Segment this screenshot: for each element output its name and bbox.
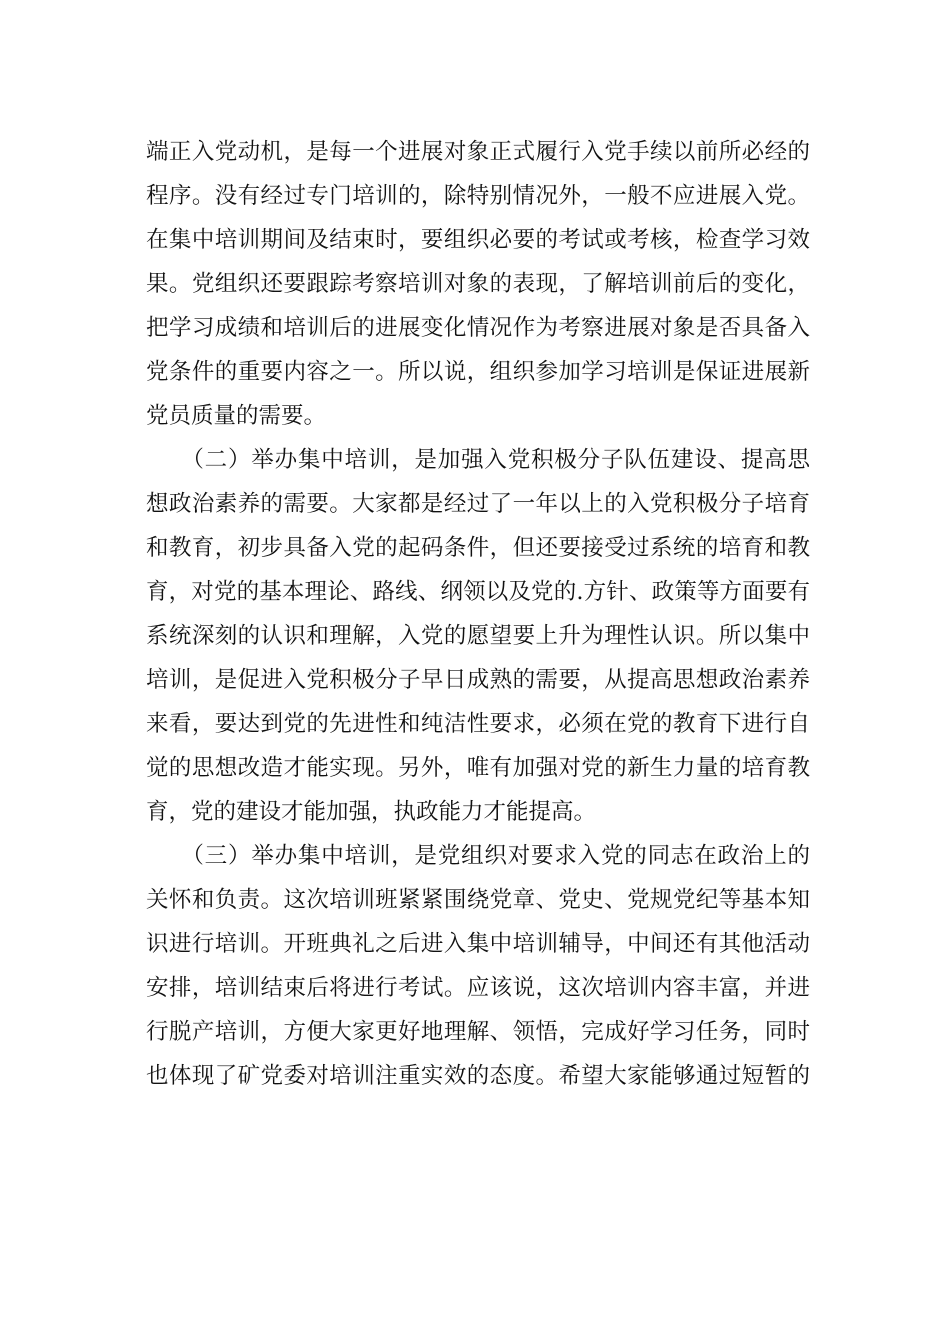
text-line: 在集中培训期间及结束时，要组织必要的考试或考核，检查学习效	[146, 227, 810, 253]
text-line: 安排，培训结束后将进行考试。应该说，这次培训内容丰富，并进	[146, 975, 810, 1001]
text-line: 来看，要达到党的先进性和纯洁性要求，必须在党的教育下进行自	[146, 711, 810, 737]
text-line: 培训，是促进入党积极分子早日成熟的需要，从提高思想政治素养	[146, 667, 810, 693]
text-line: 和教育，初步具备入党的起码条件，但还要接受过系统的培育和教	[146, 535, 810, 561]
text-line: 行脱产培训，方便大家更好地理解、领悟，完成好学习任务，同时	[146, 1019, 810, 1045]
text-line: 想政治素养的需要。大家都是经过了一年以上的入党积极分子培育	[146, 491, 810, 517]
text-line: 育，对党的基本理论、路线、纲领以及党的.方针、政策等方面要有	[146, 579, 810, 605]
text-line: 程序。没有经过专门培训的，除特别情况外，一般不应进展入党。	[146, 183, 810, 209]
text-line: 觉的思想改造才能实现。另外，唯有加强对党的新生力量的培育教	[146, 755, 810, 781]
text-line: （二）举办集中培训，是加强入党积极分子队伍建设、提高思	[146, 447, 810, 473]
text-line: 育，党的建设才能加强，执政能力才能提高。	[146, 799, 597, 825]
document-body	[146, 130, 810, 1098]
text-line: 识进行培训。开班典礼之后进入集中培训辅导，中间还有其他活动	[146, 931, 810, 957]
text-line: 把学习成绩和培训后的进展变化情况作为考察进展对象是否具备入	[146, 315, 810, 341]
text-line: 党员质量的需要。	[146, 403, 327, 429]
text-line: 关怀和负责。这次培训班紧紧围绕党章、党史、党规党纪等基本知	[146, 887, 810, 913]
text-line: （三）举办集中培训，是党组织对要求入党的同志在政治上的	[146, 843, 810, 869]
text-line: 端正入党动机，是每一个进展对象正式履行入党手续以前所必经的	[146, 139, 810, 165]
text-line: 果。党组织还要跟踪考察培训对象的表现，了解培训前后的变化，	[146, 271, 810, 297]
text-line: 也体现了矿党委对培训注重实效的态度。希望大家能够通过短暂的	[146, 1063, 810, 1089]
text-line: 系统深刻的认识和理解，入党的愿望要上升为理性认识。所以集中	[146, 623, 810, 649]
text-line: 党条件的重要内容之一。所以说，组织参加学习培训是保证进展新	[146, 359, 810, 385]
